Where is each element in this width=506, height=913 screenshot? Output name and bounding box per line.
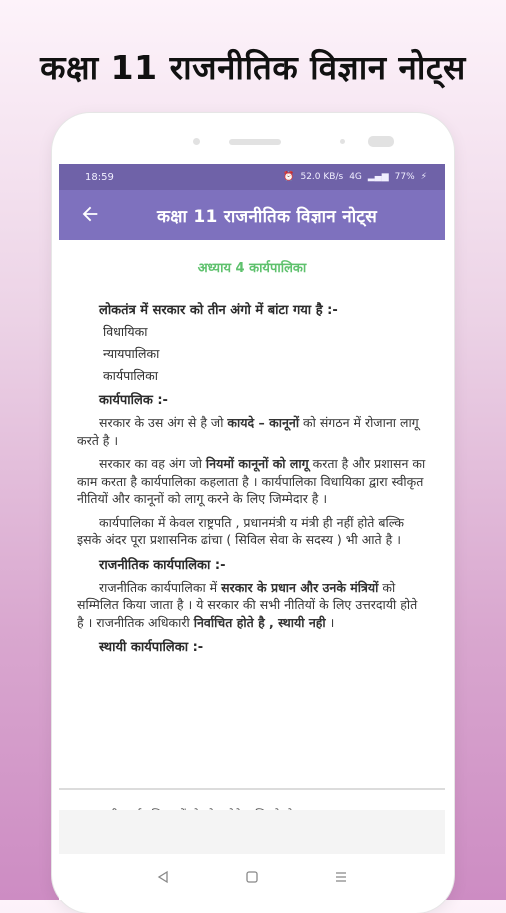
system-nav-bar [59, 854, 445, 900]
phone-screen [59, 164, 445, 900]
paragraph-bold: निर्वाचित होते है , स्थायी नही [193, 614, 326, 630]
paragraph: कार्यपालिका में केवल राष्ट्रपति , प्रधानमंत्री य मंत्री ही नहीं होते बल्कि इसके अंदर पूरा प्रशासनिक ढांचा ( सिविल सेवा के सदस्य ) भी आते है । [77, 514, 405, 547]
paragraph-text: सरकार के उस अंग से है जो [99, 415, 228, 430]
paragraph-bold: सरकार के प्रधान और उनके मंत्रियों [221, 579, 379, 595]
paragraph-text: राजनीतिक कार्यपालिका में [99, 579, 222, 595]
ad-banner-area[interactable] [59, 810, 445, 854]
paragraph [77, 455, 427, 508]
camera-dot [193, 138, 200, 145]
network-speed: 52.0 KB/s [300, 172, 344, 182]
home-square-icon[interactable] [243, 868, 261, 886]
app-bar [59, 190, 445, 240]
alarm-icon: ⏰ [283, 172, 295, 182]
chapter-title: अध्याय 4 कार्यपालिका [197, 261, 307, 276]
front-sensor [368, 136, 394, 147]
paragraph [77, 579, 427, 632]
paragraph-text: । [325, 614, 335, 630]
battery-level: 77% [394, 172, 415, 182]
speaker-grille [229, 139, 281, 145]
menu-lines-icon[interactable] [332, 868, 350, 886]
notes-content [59, 240, 445, 655]
signal-icon: ▂▄▆ [367, 172, 389, 182]
organ-item: न्यायपालिका [103, 346, 160, 361]
phone-frame [52, 113, 454, 913]
section-heading: स्थायी कार्यपालिका :- [99, 640, 204, 655]
sensor-dot [340, 139, 345, 144]
section-heading: राजनीतिक कार्यपालिका :- [99, 557, 226, 573]
paragraph-text: करता है और प्रशासन का काम करता है कार्यपालिका कहलाता है । कार्यपालिका विधायिका द्वारा स्वीकृत नीतियों और कानूनों को लागू करने के लिए जिम्मेदार है । [77, 456, 426, 506]
paragraph-text: को संगठन में रोजाना लागू करते है । [77, 415, 419, 448]
paragraph-bold: कायदे – कानूनों [227, 415, 300, 430]
app-title: कक्षा 11 राजनीतिक विज्ञान नोट्स [156, 206, 378, 227]
back-triangle-icon[interactable] [154, 868, 172, 886]
paragraph-text: को सम्मिलित किया जाता है । ये सरकार की सभी नीतियों के लिए उत्तरदायी होते है । राजनीतिक अधिकारी [77, 579, 418, 630]
paragraph-text: सरकार का वह अंग जो [99, 456, 206, 471]
paragraph [77, 414, 427, 449]
content-divider [59, 788, 445, 790]
paragraph-bold: नियमों कानूनों को लागू [205, 456, 309, 471]
organ-item: विधायिका [103, 324, 148, 339]
status-time: 18:59 [85, 171, 114, 183]
charging-icon: ⚡ [420, 172, 427, 182]
organ-item: कार्यपालिका [103, 368, 158, 383]
promo-headline: कक्षा 11 राजनीतिक विज्ञान नोट्स [40, 48, 466, 87]
section-heading: कार्यपालिक :- [99, 393, 168, 408]
intro-heading: लोकतंत्र में सरकार को तीन अंगो में बांटा गया है :- [99, 303, 338, 318]
status-icons [283, 172, 427, 182]
network-type: 4G [349, 172, 362, 182]
status-bar [59, 164, 445, 190]
back-arrow-icon[interactable] [79, 203, 101, 225]
